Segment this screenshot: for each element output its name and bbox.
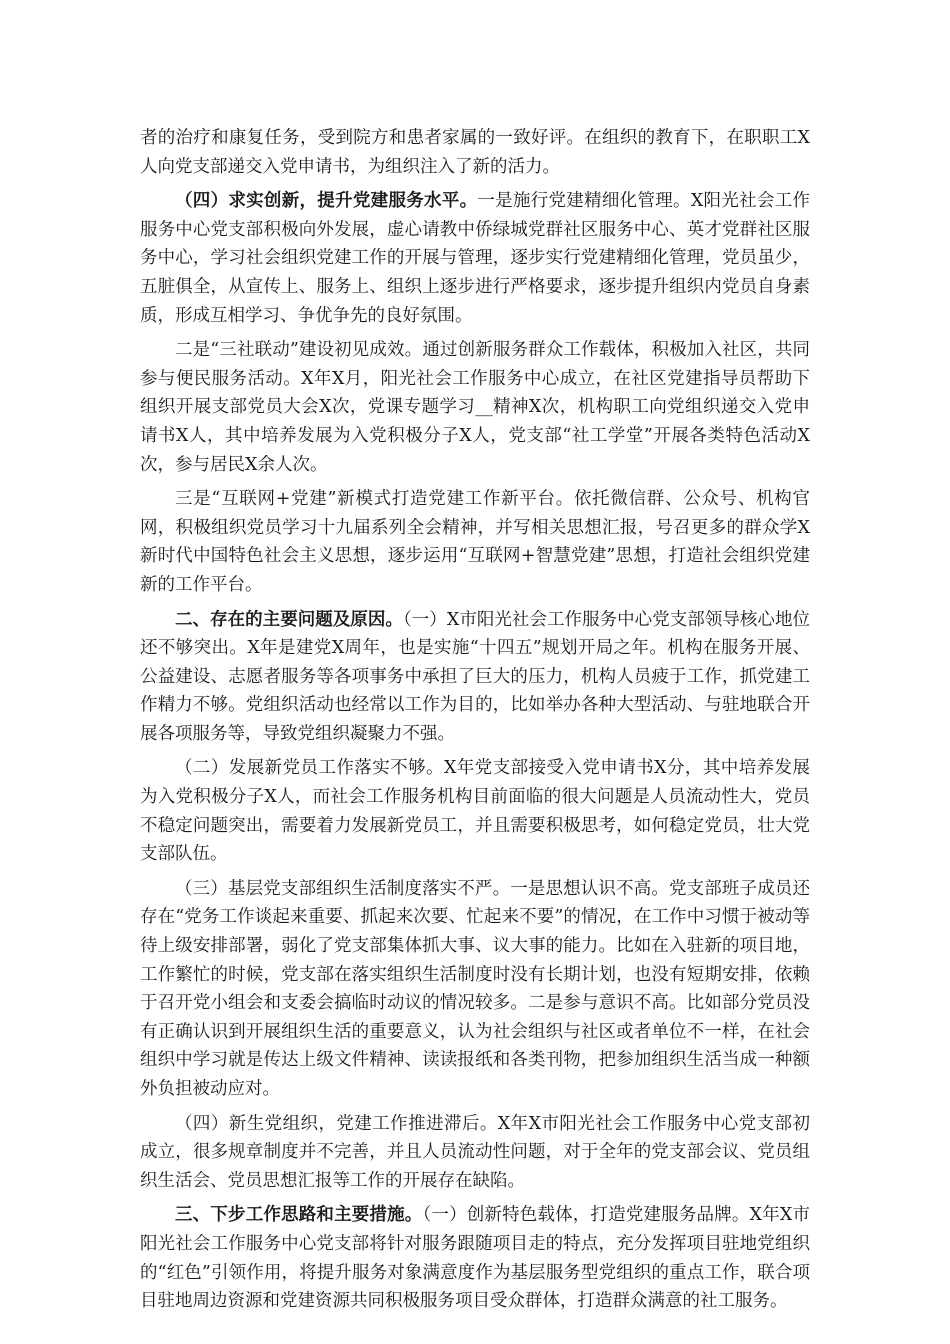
paragraph-heading: 三、下步工作思路和主要措施。 [175, 1205, 423, 1226]
paragraph-heading: 二、存在的主要问题及原因。 [175, 609, 403, 630]
paragraph-new-organization [140, 1110, 810, 1196]
paragraph-text: 者的治疗和康复任务，受到院方和患者家属的一致好评。在组织的教育下，在职职工X人向党支部递交入党申请书，为组织注入了新的活力。 [140, 128, 810, 177]
document-body [140, 124, 810, 1322]
paragraph-three-community [140, 336, 810, 479]
paragraph-internet-party [140, 485, 810, 599]
paragraph-text: 一是施行党建精细化管理。X阳光社会工作服务中心党支部积极向外发展，虚心请教中侨绿城党群社区服务中心、英才党群社区服务中心，学习社会组织党建工作的开展与管理，逐步实行党建精细化管理，党员虽少，五脏俱全，从宣传上、服务上、组织上逐步进行严格要求，逐步提升组织内党员自身素质，形成互相学习、争优争先的良好氛围。 [140, 191, 810, 326]
paragraph-heading: （四）求实创新，提升党建服务水平。 [175, 191, 478, 212]
paragraph-text: （四）新生党组织，党建工作推进滞后。X年X市阳光社会工作服务中心党支部初成立，很多规章制度并不完善，并且人员流动性问题，对于全年的党支部会议、党员组织生活会、党员思想汇报等工作的开展存在缺陷。 [140, 1113, 810, 1191]
paragraph-text: （二）发展新党员工作落实不够。X年党支部接受入党申请书X分，其中培养发展为入党积极分子X人，而社会工作服务机构目前面临的很大问题是人员流动性大，党员不稳定问题突出，需要着力发展新党员工，并且需要积极思考，如何稳定党员，壮大党支部队伍。 [140, 758, 810, 865]
paragraph-text: （一）X市阳光社会工作服务中心党支部领导核心地位还不够突出。X年是建党X周年，也是实施“十四五”规划开局之年。机构在服务开展、公益建设、志愿者服务等各项事务中承担了巨大的压力，机构人员疲于工作，抓党建工作精力不够。党组织活动也经常以工作为目的，比如举办各种大型活动、与驻地联合开展各项服务等，导致党组织凝聚力不强。 [140, 609, 810, 744]
paragraph-problems [140, 606, 810, 749]
paragraph-text: （一）创新特色载体，打造党建服务品牌。X年X市阳光社会工作服务中心党支部将针对服务跟随项目走的特点，充分发挥项目驻地党组织的“红色”引领作用，将提升服务对象满意度作为基层服务型党组织的重点工作，联合项目驻地周边资源和党建资源共同积极服务项目受众群体，打造群众满意的社工服务。 [140, 1205, 811, 1312]
paragraph-continuation [140, 124, 810, 181]
paragraph-next-steps [140, 1201, 810, 1315]
paragraph-text: 三是“互联网+党建”新模式打造党建工作新平台。依托微信群、公众号、机构官网，积极组织党员学习十九届系列全会精神，并写相关思想汇报，号召更多的群众学X新时代中国特色社会主义思想，逐步运用“互联网+智慧党建”思想，打造社会组织党建新的工作平台。 [140, 489, 810, 595]
paragraph-organization-life [140, 875, 810, 1104]
paragraph-section-4 [140, 187, 810, 330]
paragraph-new-members [140, 754, 810, 868]
paragraph-text: （三）基层党支部组织生活制度落实不严。一是思想认识不高。党支部班子成员还存在“党务工作谈起来重要、抓起来次要、忙起来不要”的情况，在工作中习惯于被动等待上级安排部署，弱化了党支部集体抓大事、议大事的能力。比如在入驻新的项目地，工作繁忙的时候，党支部在落实组织生活制度时没有长期计划，也没有短期安排，依赖于召开党小组会和支委会搞临时动议的情况较多。二是参与意识不高。比如部分党员没有正确认识到开展组织生活的重要意义，认为社会组织与社区或者单位不一样，在社会组织中学习就是传达上级文件精神、读读报纸和各类刊物，把参加组织生活当成一种额外负担被动应对。 [140, 878, 810, 1099]
paragraph-text: 二是“三社联动”建设初见成效。通过创新服务群众工作载体，积极加入社区，共同参与便民服务活动。X年X月，阳光社会工作服务中心成立，在社区党建指导员帮助下组织开展支部党员大会X次，党课专题学习__精神X次，机构职工向党组织递交入党申请书X人，其中培养发展为入党积极分子X人，党支部“社工学堂”开展各类特色活动X次，参与居民X余人次。 [140, 340, 810, 475]
